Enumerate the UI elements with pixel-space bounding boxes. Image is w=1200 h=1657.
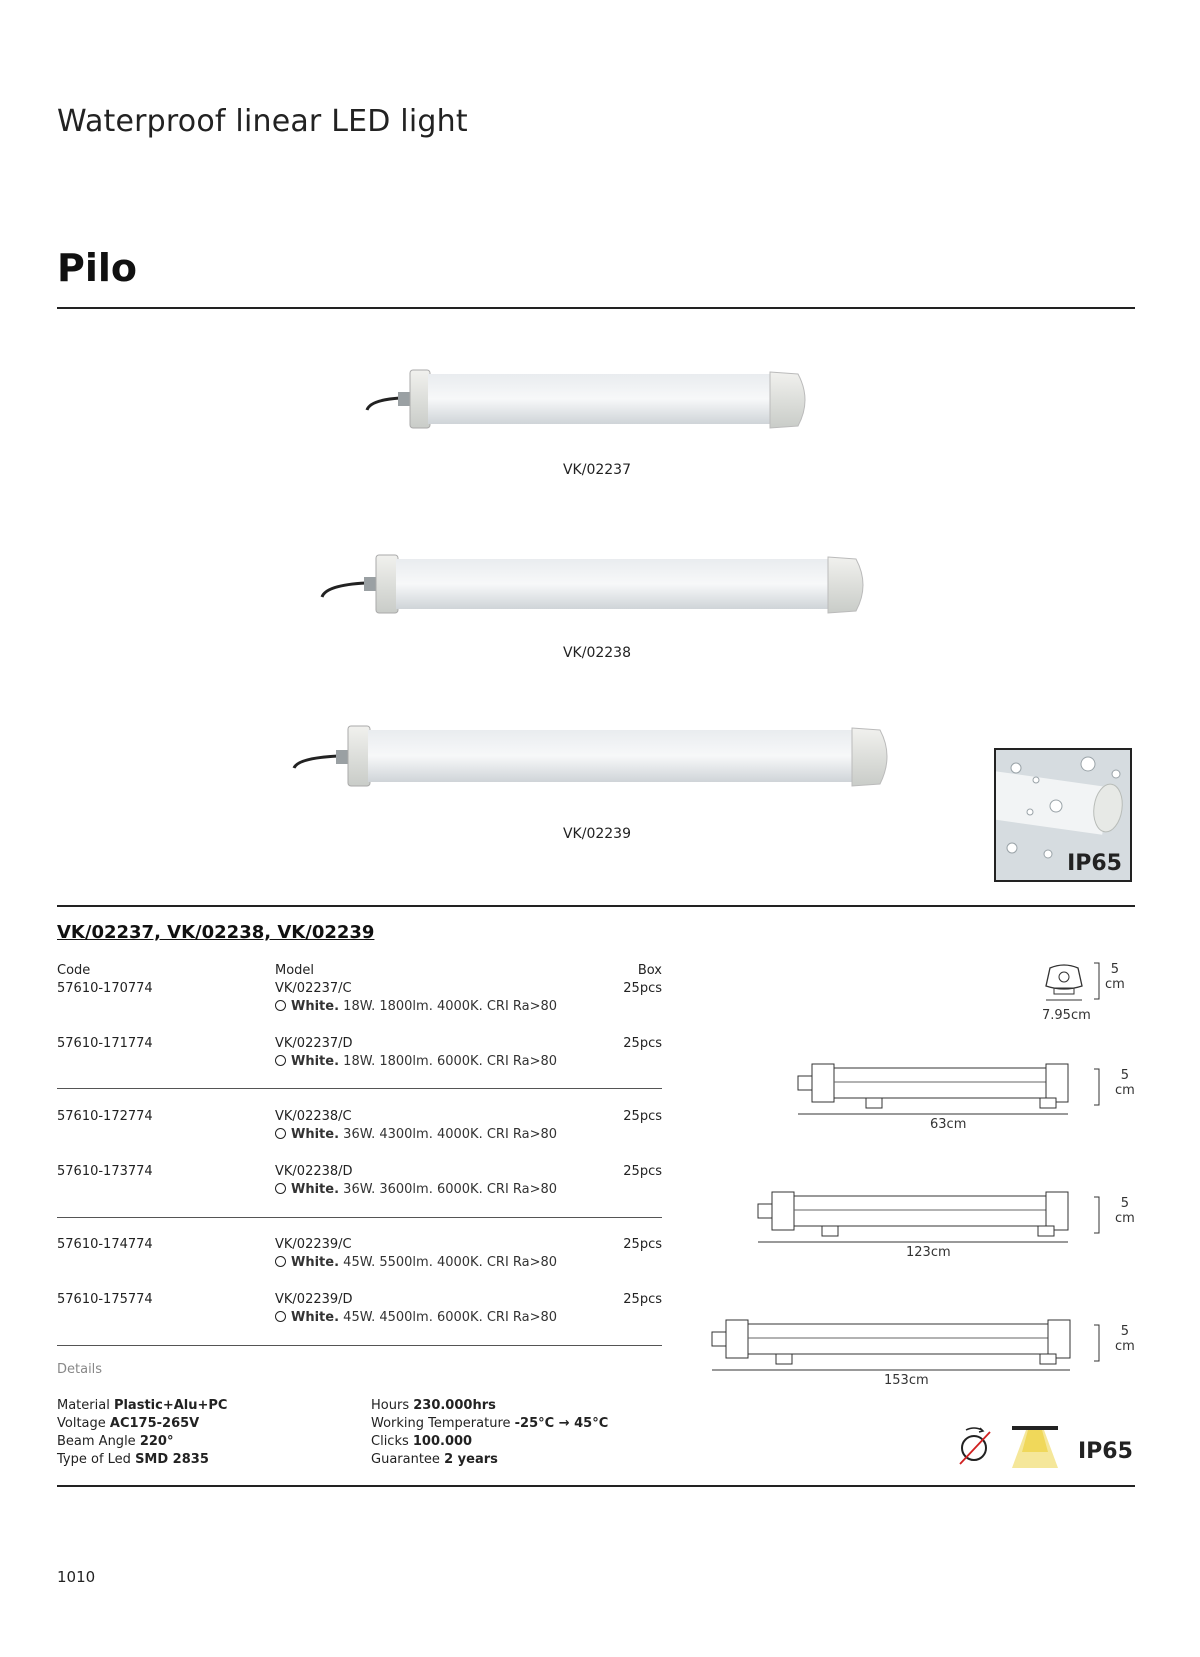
length-63cm: 63cm [930,1117,967,1132]
circle-icon [275,1128,286,1139]
row-spec: White. 36W. 4300lm. 4000K. CRI Ra>80 [275,1127,557,1142]
ip65-badge [994,748,1132,882]
row-code: 57610-171774 [57,1036,153,1051]
drawing-153cm [710,1314,1100,1374]
height-bracket [1093,1196,1101,1234]
length-153cm: 153cm [884,1373,929,1388]
row-code: 57610-173774 [57,1164,153,1179]
ip65-badge-text: IP65 [1067,851,1122,876]
details-right [371,1397,608,1469]
detail-led-type: Type of Led SMD 2835 [57,1452,209,1467]
circle-icon [275,1256,286,1267]
detail-guarantee: Guarantee 2 years [371,1452,498,1467]
details-left [57,1397,227,1469]
row-model: VK/02237/C [275,981,352,996]
products-divider [57,905,1135,907]
detail-hours: Hours 230.000hrs [371,1398,496,1413]
row-spec: White. 18W. 1800lm. 4000K. CRI Ra>80 [275,999,557,1014]
row-box: 25pcs [623,1109,662,1124]
detail-material: Material Plastic+Alu+PC [57,1398,228,1413]
row-model: VK/02238/C [275,1109,352,1124]
cross-section-width: 7.95cm [1042,1008,1091,1023]
circle-icon [275,1000,286,1011]
no-dimmer-icon [952,1424,996,1468]
table-divider [57,1088,662,1089]
row-model: VK/02237/D [275,1036,353,1051]
detail-voltage: Voltage AC175-265V [57,1416,200,1431]
product-photo-vk02238 [318,545,868,625]
row-model: VK/02239/C [275,1237,352,1252]
row-box: 25pcs [623,981,662,996]
col-header-model: Model [275,963,315,978]
row-model: VK/02238/D [275,1164,353,1179]
length-123cm: 123cm [906,1245,951,1260]
col-header-box: Box [637,963,662,978]
drawing-height: 5 cm [1115,1068,1135,1098]
row-box: 25pcs [623,1237,662,1252]
beam-angle-icon [1008,1422,1062,1470]
cross-section-drawing [1040,960,1090,1006]
ip65-icon-text: IP65 [1078,1439,1133,1464]
row-code: 57610-175774 [57,1292,153,1307]
section-title: VK/02237, VK/02238, VK/02239 [57,922,375,943]
page-subtitle: Waterproof linear LED light [57,104,468,139]
product-label: VK/02237 [562,462,631,478]
row-code: 57610-172774 [57,1109,153,1124]
detail-clicks: Clicks 100.000 [371,1434,473,1449]
details-label: Details [57,1362,103,1377]
footer-divider [57,1485,1135,1487]
product-photo-vk02237 [360,360,820,440]
height-bracket [1093,1068,1101,1106]
detail-working-temp: Working Temperature -25°C → 45°C [371,1416,609,1431]
circle-icon [275,1183,286,1194]
row-box: 25pcs [623,1292,662,1307]
table-divider [57,1217,662,1218]
row-box: 25pcs [623,1036,662,1051]
cross-section-height: 5 cm [1105,962,1125,992]
product-photo-vk02239 [290,718,890,798]
circle-icon [275,1311,286,1322]
drawing-63cm [796,1058,1096,1118]
row-spec: White. 45W. 4500lm. 6000K. CRI Ra>80 [275,1310,557,1325]
page-title: Pilo [57,246,138,290]
height-bracket [1093,1324,1101,1362]
drawing-height: 5 cm [1115,1324,1135,1354]
table-divider [57,1345,662,1346]
detail-beam-angle: Beam Angle 220° [57,1434,174,1449]
drawing-height: 5 cm [1115,1196,1135,1226]
row-spec: White. 45W. 5500lm. 4000K. CRI Ra>80 [275,1255,557,1270]
row-spec: White. 36W. 3600lm. 6000K. CRI Ra>80 [275,1182,557,1197]
row-box: 25pcs [623,1164,662,1179]
row-model: VK/02239/D [275,1292,353,1307]
row-code: 57610-170774 [57,981,153,996]
height-bracket [1093,962,1101,1000]
row-code: 57610-174774 [57,1237,153,1252]
product-label: VK/02238 [562,645,631,661]
header-divider [57,307,1135,309]
page-number: 1010 [57,1568,96,1586]
row-spec: White. 18W. 1800lm. 6000K. CRI Ra>80 [275,1054,557,1069]
drawing-123cm [756,1186,1096,1246]
product-label: VK/02239 [562,826,631,842]
col-header-code: Code [57,963,91,978]
circle-icon [275,1055,286,1066]
